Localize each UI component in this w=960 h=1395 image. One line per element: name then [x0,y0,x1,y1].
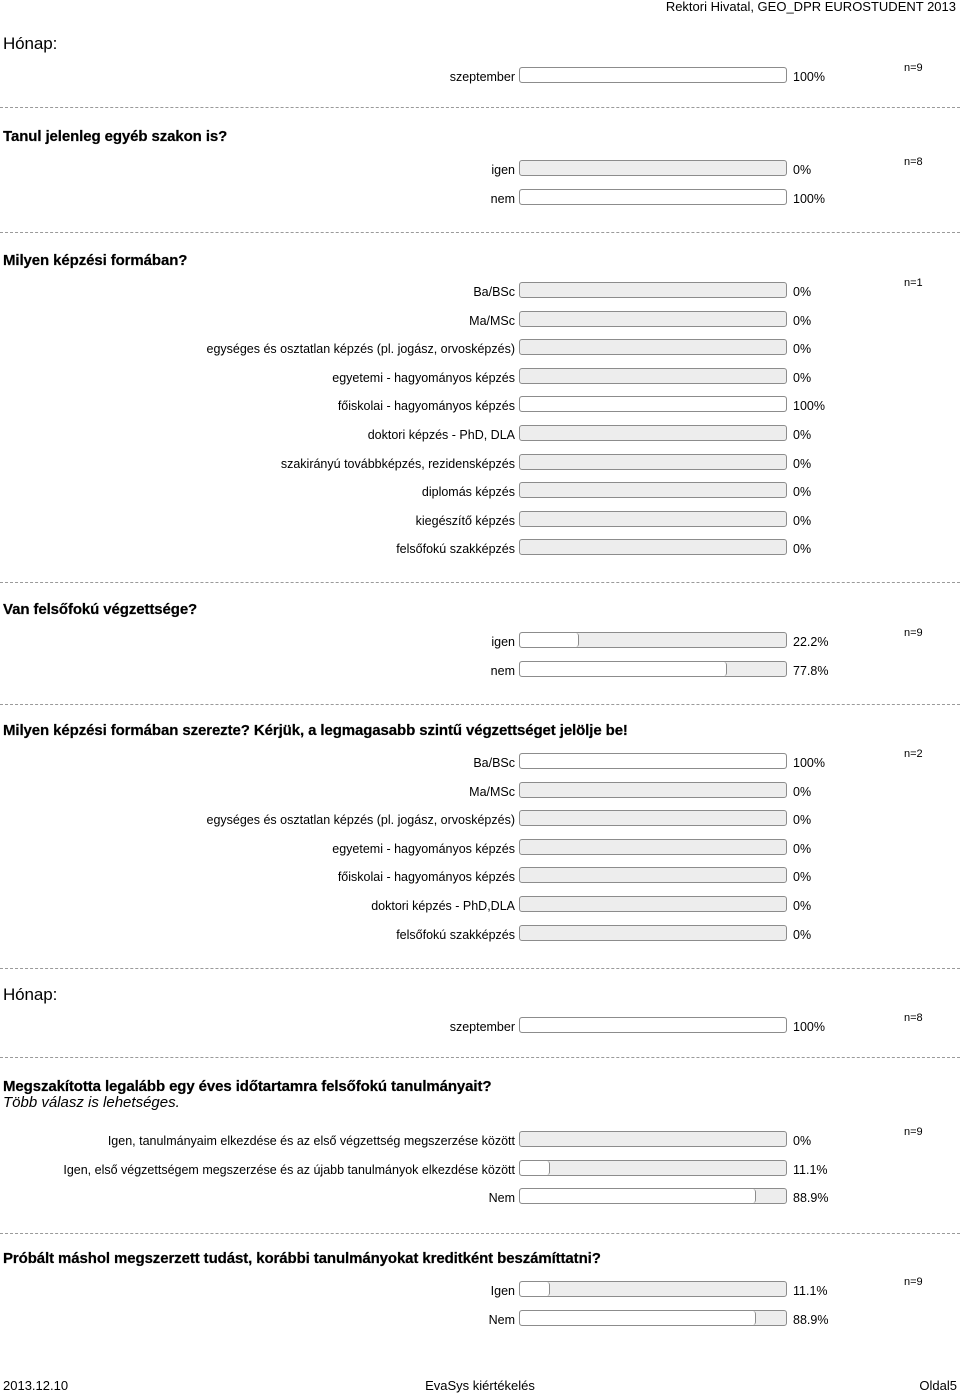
answer-row [0,1131,960,1155]
answer-percentage: 77.8% [793,663,829,678]
percentage-bar-fill [520,754,786,768]
percentage-bar [519,396,787,412]
answer-row [0,810,960,834]
answer-percentage: 0% [793,428,812,442]
percentage-bar [519,925,787,941]
report-header: Rektori Hivatal, GEO_DPR EUROSTUDENT 2013 [665,0,956,14]
answer-label: Ba/BSc [473,285,515,299]
percentage-bar [519,1160,787,1176]
percentage-bar [519,425,787,441]
question-title: Hónap: [3,985,58,1004]
answer-percentage: 0% [793,285,812,299]
question-title: Van felsőfokú végzettsége? [3,601,198,618]
percentage-bar [519,753,787,769]
answer-percentage: 0% [793,542,812,557]
footer-title: EvaSys kiértékelés [425,1378,535,1393]
answer-row [0,782,960,806]
answer-row [0,454,960,478]
answer-percentage: 0% [793,163,812,177]
answer-label: Ma/MSc [469,784,515,799]
answer-row [0,896,960,920]
response-count: n=8 [904,156,923,168]
percentage-bar [519,482,787,498]
question-title: Tanul jelenleg egyéb szakon is? [3,128,228,145]
answer-row [0,867,960,891]
answer-label: szakirányú továbbképzés, rezidensképzés [280,456,515,471]
answer-row [0,67,960,91]
question-title: Milyen képzési formában? [3,252,188,269]
response-count: n=9 [904,1276,923,1288]
percentage-bar-fill [520,1282,550,1296]
answer-row [0,189,960,213]
answer-percentage: 0% [793,784,812,799]
answer-label: igen [491,163,515,177]
section-divider [0,232,960,233]
answer-label: Igen, tanulmányaim elkezdése és az első végzettség megszerzése között [107,1134,515,1148]
answer-label: szeptember [449,1020,515,1034]
answer-row [0,1310,960,1334]
answer-row [0,925,960,949]
answer-row [0,1281,960,1305]
response-count: n=9 [904,627,923,639]
answer-row [0,368,960,392]
question-title: Próbált máshol megszerzett tudást, korábbi tanulmányokat kreditként beszámíttatni? [3,1250,601,1267]
answer-row [0,311,960,335]
answer-percentage: 88.9% [793,1191,829,1206]
answer-label: egyetemi - hagyományos képzés [332,370,515,385]
answer-label: szeptember [449,70,515,84]
percentage-bar [519,189,787,205]
answer-percentage: 0% [793,513,812,528]
percentage-bar [519,810,787,826]
answer-row [0,511,960,535]
answer-row [0,396,960,420]
answer-percentage: 0% [793,1134,812,1148]
answer-row [0,1017,960,1041]
percentage-bar-fill [520,633,579,647]
percentage-bar-fill [520,68,786,82]
answer-row [0,339,960,363]
answer-row [0,632,960,656]
percentage-bar [519,160,787,176]
footer-page-number: Oldal5 [919,1378,957,1393]
answer-percentage: 22.2% [793,635,829,649]
section-divider [0,704,960,705]
question-title: Hónap: [3,34,58,53]
answer-row [0,425,960,449]
answer-percentage: 100% [793,756,825,770]
percentage-bar-fill [520,1311,756,1325]
percentage-bar [519,661,787,677]
section-divider [0,582,960,583]
answer-row [0,839,960,863]
percentage-bar [519,867,787,883]
answer-label: egyetemi - hagyományos képzés [332,841,515,856]
footer-date: 2013.12.10 [3,1378,69,1393]
percentage-bar [519,1188,787,1204]
answer-percentage: 0% [793,456,812,471]
answer-label: felsőfokú szakképzés [396,542,515,557]
answer-percentage: 0% [793,899,812,913]
answer-label: kiegészítő képzés [415,513,515,528]
answer-percentage: 11.1% [793,1284,828,1298]
percentage-bar [519,539,787,555]
question-title: Megszakította legalább egy éves időtartamra felsőfokú tanulmányait? [3,1078,492,1095]
percentage-bar [519,1310,787,1326]
percentage-bar [519,1131,787,1147]
response-count: n=1 [904,277,923,289]
answer-row [0,661,960,685]
percentage-bar-fill [520,397,786,411]
answer-percentage: 0% [793,313,812,328]
answer-percentage: 88.9% [793,1312,829,1327]
answer-percentage: 100% [793,191,825,206]
page-footer [0,1378,960,1395]
percentage-bar-fill [520,662,727,676]
answer-percentage: 0% [793,927,812,942]
question-title: Milyen képzési formában szerezte? Kérjük, a legmagasabb szintű végzettséget jelölje be! [3,722,628,739]
answer-label: nem [490,191,515,206]
answer-label: doktori képzés - PhD, DLA [367,428,515,442]
percentage-bar [519,896,787,912]
percentage-bar [519,511,787,527]
answer-percentage: 0% [793,841,812,856]
section-divider [0,1233,960,1234]
answer-percentage: 0% [793,870,812,885]
answer-row [0,1188,960,1212]
percentage-bar [519,67,787,83]
answer-label: Nem [488,1191,515,1206]
percentage-bar [519,339,787,355]
answer-percentage: 0% [793,813,812,828]
answer-percentage: 11.1% [793,1162,828,1177]
answer-row [0,282,960,306]
answer-label: főiskolai - hagyományos képzés [337,870,515,885]
answer-label: Igen, első végzettségem megszerzése és az újabb tanulmányok elkezdése között [63,1162,515,1177]
answer-percentage: 0% [793,342,812,357]
answer-label: főiskolai - hagyományos képzés [337,399,515,414]
answer-label: egységes és osztatlan képzés (pl. jogász, orvosképzés) [206,342,515,357]
answer-label: diplomás képzés [421,485,515,500]
answer-row [0,1160,960,1184]
percentage-bar-fill [520,1161,550,1175]
answer-row [0,482,960,506]
percentage-bar-fill [520,190,786,204]
section-divider [0,968,960,969]
answer-label: igen [491,635,515,649]
section-divider [0,107,960,108]
percentage-bar [519,454,787,470]
answer-percentage: 0% [793,370,812,385]
percentage-bar [519,368,787,384]
percentage-bar [519,839,787,855]
answer-label: Ba/BSc [473,756,515,770]
answer-label: Ma/MSc [469,313,515,328]
percentage-bar [519,1281,787,1297]
answer-label: doktori képzés - PhD,DLA [371,899,515,913]
answer-row [0,160,960,184]
answer-row [0,753,960,777]
percentage-bar [519,632,787,648]
response-count: n=9 [904,62,923,74]
answer-label: Igen [490,1284,515,1298]
answer-label: egységes és osztatlan képzés (pl. jogász, orvosképzés) [206,813,515,828]
answer-label: nem [490,663,515,678]
question-subtitle: Több válasz is lehetséges. [3,1094,180,1111]
percentage-bar-fill [520,1189,756,1203]
percentage-bar-fill [520,1018,786,1032]
answer-percentage: 100% [793,399,825,414]
percentage-bar [519,282,787,298]
percentage-bar [519,311,787,327]
response-count: n=2 [904,748,923,760]
response-count: n=9 [904,1126,923,1138]
answer-percentage: 100% [793,1020,825,1034]
percentage-bar [519,1017,787,1033]
section-divider [0,1057,960,1058]
response-count: n=8 [904,1012,923,1024]
answer-label: Nem [488,1312,515,1327]
answer-row [0,539,960,563]
answer-label: felsőfokú szakképzés [396,927,515,942]
answer-percentage: 0% [793,485,812,500]
answer-percentage: 100% [793,70,825,84]
percentage-bar [519,782,787,798]
